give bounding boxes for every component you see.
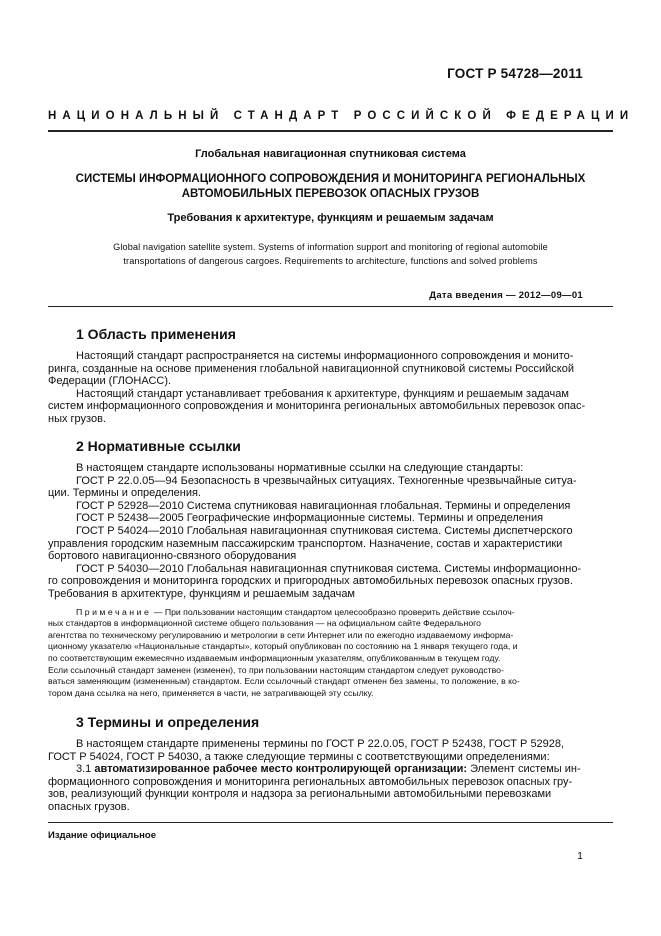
paragraph-line: ных грузов. <box>48 412 106 425</box>
section-2-note <box>48 607 583 700</box>
paragraph-line: В настоящем стандарте использованы нормативные ссылки на следующие стандарты: <box>76 462 524 474</box>
edition-label: Издание официальное <box>48 830 156 841</box>
paragraph-line: Настоящий стандарт распространяется на системы информационного сопровождения и монито- <box>76 350 574 362</box>
term-definition: Элемент системы ин- <box>470 763 581 776</box>
reference-line: ГОСТ Р 52928—2010 Система спутниковая навигационная глобальная. Термины и определения <box>76 499 571 512</box>
term-number: 3.1 <box>76 763 92 776</box>
standard-designation: ГОСТ Р 54728—2011 <box>447 66 583 81</box>
term-name: автоматизированное рабочее место контролирующей организации: <box>94 763 468 776</box>
term-line: зов, реализующий функции контроля и надзора за региональными автомобильными перевозками <box>48 788 552 801</box>
note-line: ных стандартов в информационной системе общего пользования — на официальном сайте Федерального <box>48 618 481 629</box>
document-title <box>48 172 613 202</box>
term-line: формационного сопровождения и мониторинга региональных автомобильных перевозок опасных гру- <box>48 775 573 788</box>
document-title-line: СИСТЕМЫ ИНФОРМАЦИОННОГО СОПРОВОЖДЕНИЯ И МОНИТОРИНГА РЕГИОНАЛЬНЫХ <box>75 173 586 185</box>
section-1 <box>48 326 586 426</box>
term-line <box>48 763 583 776</box>
reference-line: ГОСТ Р 54030—2010 Глобальная навигационная спутниковая система. Системы информационно- <box>76 562 582 575</box>
document-title-line: АВТОМОБИЛЬНЫХ ПЕРЕВОЗОК ОПАСНЫХ ГРУЗОВ <box>181 188 480 200</box>
note-line: ваться заменяющим (измененным) стандартом. Если ссылочный стандарт отменен без замены, то положение, в ко- <box>48 676 520 687</box>
section-1-heading: 1 Область применения <box>76 326 236 342</box>
section-2-heading: 2 Нормативные ссылки <box>76 438 241 454</box>
reference-line: ГОСТ Р 54024—2010 Глобальная навигационная спутниковая система. Системы диспетчерского <box>76 524 573 537</box>
reference-line: Требования в архитектуре, функциям и решаемым задачам <box>48 587 355 600</box>
reference-line: ГОСТ Р 52438—2005 Географические информационные системы. Термины и определения <box>76 512 544 525</box>
note-label: Примечание <box>76 606 152 617</box>
paragraph-line: ринга, созданные на основе применения глобальной навигационной спутниковой системы Российской <box>48 362 575 375</box>
term-line: опасных грузов. <box>48 800 130 813</box>
note-line: Если ссылочный стандарт заменен (изменен), то при пользовании настоящим стандартом следует руководство- <box>48 664 504 675</box>
english-title-line: Global navigation satellite system. Systems of information support and monitoring of regional automobile <box>113 242 548 252</box>
effective-date-rule <box>48 306 613 307</box>
english-title <box>48 240 613 268</box>
section-2 <box>48 438 583 699</box>
note-line: агентства по техническому регулированию и метрологии в сети Интернет или по ежегодно издаваемому информа- <box>48 629 514 640</box>
paragraph-line: В настоящем стандарте применены термины по ГОСТ Р 22.0.05, ГОСТ Р 52438, ГОСТ Р 52928, <box>76 738 565 750</box>
paragraph-line: Настоящий стандарт устанавливает требования к архитектуре, функциям и решаемым задачам <box>76 387 569 400</box>
reference-line: ГОСТ Р 22.0.05—94 Безопасность в чрезвычайных ситуациях. Техногенные чрезвычайные ситуа- <box>76 474 577 487</box>
section-3 <box>48 714 583 814</box>
footer-rule <box>48 822 613 823</box>
reference-line: управления городским наземным пассажирским транспортом. Назначение, состав и характеристики <box>48 537 563 550</box>
section-3-heading: 3 Термины и определения <box>76 714 260 730</box>
paragraph-line: ГОСТ Р 54024, ГОСТ Р 54030, а также следующие термины с соответствующими определениями: <box>48 750 550 763</box>
page-number: 1 <box>577 850 583 862</box>
english-title-line: transportations of dangerous cargoes. Requirements to architecture, functions and solved problems <box>123 256 538 266</box>
note-line: ционному указателю «Национальные стандарты», который опубликован по состоянию на 1 января текущего года, и <box>48 641 518 652</box>
note-line: — При пользовании настоящим стандартом целесообразно проверить действие ссылоч- <box>153 606 515 617</box>
note-line: тором дана ссылка на него, применяется в части, не затрагивающей эту ссылку. <box>48 687 374 698</box>
header-rule <box>48 130 613 132</box>
reference-line: ции. Термины и определения. <box>48 487 201 500</box>
paragraph-line: систем информационного сопровождения и мониторинга региональных автомобильных перевозок опас- <box>48 400 586 413</box>
reference-line: бортового навигационно-связного оборудования <box>48 550 297 563</box>
document-requirements-title: Требования к архитектуре, функциям и решаемым задачам <box>167 212 494 224</box>
document-subtitle: Глобальная навигационная спутниковая система <box>195 148 466 160</box>
note-line: по соответствующим ежемесячно издаваемым информационным указателям, опубликованным в текущем году. <box>48 652 501 663</box>
national-standard-banner: НАЦИОНАЛЬНЫЙ СТАНДАРТ РОССИЙСКОЙ ФЕДЕРАЦИИ <box>48 110 635 122</box>
reference-line: го сопровождения и мониторинга городских и пригородных автомобильных перевозок опасных грузов. <box>48 575 573 588</box>
effective-date: Дата введения — 2012—09—01 <box>429 290 583 301</box>
paragraph-line: Федерации (ГЛОНАСС). <box>48 375 172 388</box>
